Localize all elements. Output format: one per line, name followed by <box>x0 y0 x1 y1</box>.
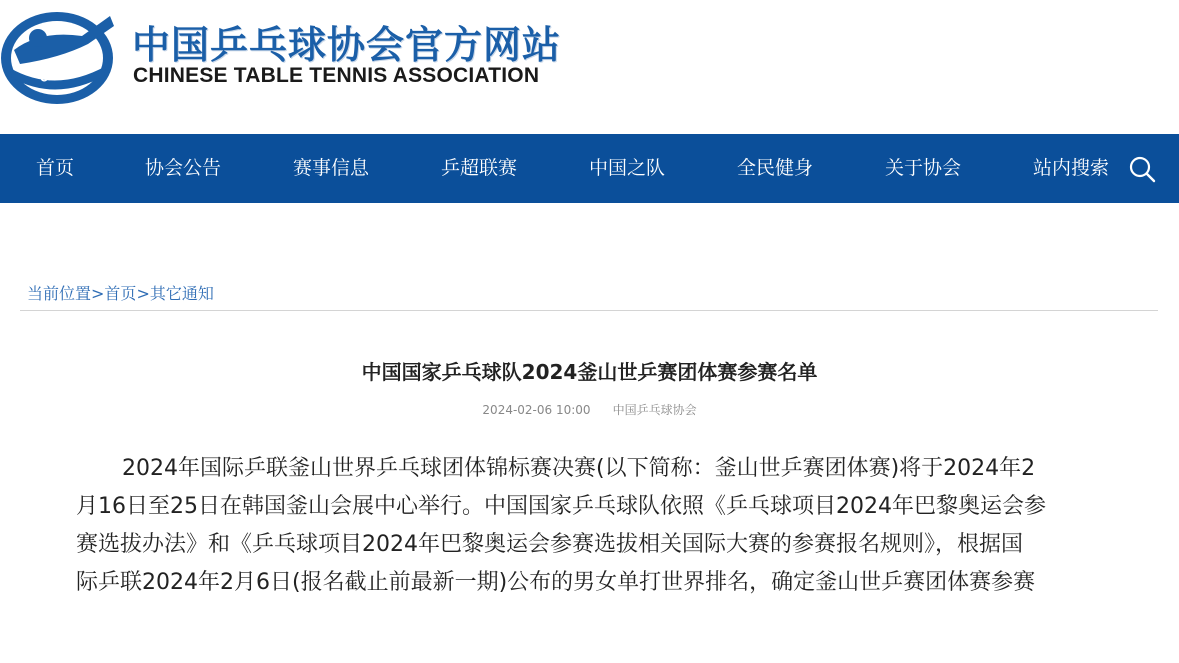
article-paragraph-line: 2024年国际乒联釜山世界乒乓球团体锦标赛决赛(以下简称：釜山世乒赛团体赛)将于2024年2 <box>122 456 1036 481</box>
article-source: 中国乒乓球协会 <box>612 403 697 417</box>
breadcrumb-divider <box>20 310 1158 311</box>
nav-item-national-team[interactable]: 中国之队 <box>589 157 666 179</box>
logo-letters: C.T.T.A. <box>38 65 80 86</box>
article-body <box>76 450 1106 602</box>
nav-item-super-league[interactable]: 乒超联赛 <box>441 157 518 179</box>
main-nav <box>0 134 1179 203</box>
site-subtitle: CHINESE TABLE TENNIS ASSOCIATION <box>133 64 540 87</box>
breadcrumb <box>27 281 214 304</box>
article-paragraph-line: 赛选拔办法》和《乒乓球项目2024年巴黎奥运会参赛选拔相关国际大赛的参赛报名规则》，根据国 <box>76 532 1023 557</box>
article-title: 中国国家乒乓球队2024釜山世乒赛团体赛参赛名单 <box>361 360 818 384</box>
site-header <box>0 0 1179 134</box>
breadcrumb-separator: > <box>91 284 105 303</box>
site-title: 中国乒乓球协会官方网站 <box>132 23 562 67</box>
nav-item-about[interactable]: 关于协会 <box>885 157 962 179</box>
nav-item-events[interactable]: 赛事信息 <box>293 157 370 179</box>
breadcrumb-other-notices-link[interactable]: 其它通知 <box>149 284 214 303</box>
breadcrumb-home-link[interactable]: 首页 <box>104 284 137 303</box>
nav-item-home[interactable]: 首页 <box>36 157 75 179</box>
ctta-logo-icon[interactable] <box>0 6 115 106</box>
article-meta <box>0 401 1179 418</box>
nav-item-announcements[interactable]: 协会公告 <box>145 157 222 179</box>
article-paragraph-line: 际乒联2024年2月6日(报名截止前最新一期)公布的男女单打世界排名，确定釜山世乒赛团体赛参赛 <box>76 570 1036 595</box>
search-icon[interactable] <box>1128 155 1156 183</box>
breadcrumb-current-location: 当前位置 <box>27 284 92 303</box>
article-date: 2024-02-06 10:00 <box>482 403 591 417</box>
nav-item-fitness[interactable]: 全民健身 <box>737 157 814 179</box>
nav-item-site-search[interactable]: 站内搜索 <box>1033 157 1110 179</box>
article-paragraph-line: 月16日至25日在韩国釜山会展中心举行。中国国家乒乓球队依照《乒乓球项目2024年巴黎奥运会参 <box>76 494 1046 519</box>
breadcrumb-separator: > <box>136 284 150 303</box>
